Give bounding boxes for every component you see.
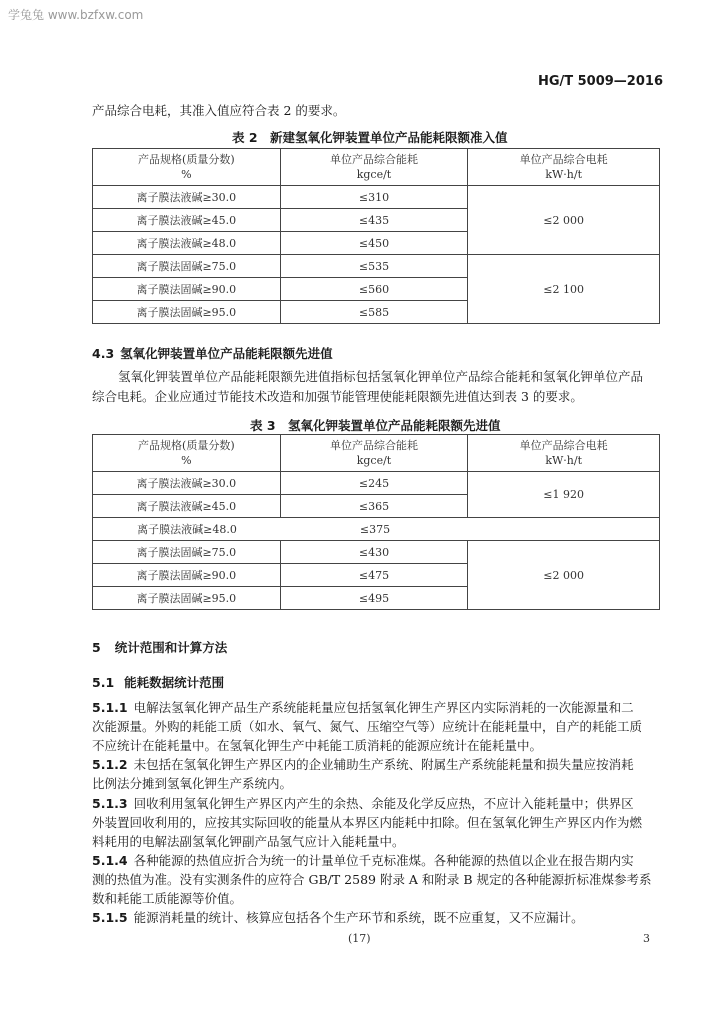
section-4-3-para-line2: 综合电耗。企业应通过节能技术改造和加强节能管理使能耗限额先进值达到表 3 的要求。	[92, 389, 583, 404]
clause-line: 外装置回收利用的，应按其实际回收的能量从本界区内能耗中扣除。但在氢氧化钾生产界区内作为燃	[92, 815, 643, 830]
clause-5-1-3	[92, 794, 642, 851]
energy-cell: ≤375	[359, 523, 391, 536]
spec-cell: 离子膜法固碱≥75.0	[93, 255, 281, 278]
table2	[92, 148, 660, 324]
power-cell: ≤2 000	[468, 186, 660, 255]
section-5-1-heading	[92, 673, 224, 691]
table-row	[93, 255, 660, 278]
spec-cell: 离子膜法液碱≥45.0	[93, 495, 281, 518]
clause-number: 5.1.5	[92, 910, 128, 925]
power-cell: ≤2 000	[468, 541, 660, 610]
energy-cell: ≤310	[280, 186, 468, 209]
clause-line: 数和耗能工质能源等价值。	[92, 891, 243, 906]
clause-number: 5.1.1	[92, 700, 128, 715]
energy-cell: ≤450	[280, 232, 468, 255]
table-row	[93, 518, 660, 541]
clause-number: 5.1.2	[92, 757, 128, 772]
spec-cell: 离子膜法液碱≥48.0	[137, 523, 237, 536]
power-cell: ≤2 100	[468, 255, 660, 324]
spec-cell: 离子膜法液碱≥30.0	[93, 186, 281, 209]
clause-5-1-4	[92, 851, 652, 908]
clause-line: 能源消耗量的统计、核算应包括各个生产环节和系统，既不应重复，又不应漏计。	[133, 910, 584, 925]
section-number: 5	[92, 640, 101, 655]
section-title: 氢氧化钾装置单位产品能耗限额先进值	[120, 346, 333, 361]
row-span-cell	[93, 518, 660, 541]
clause-number: 5.1.3	[92, 796, 128, 811]
clause-5-1-1	[92, 698, 642, 755]
clause-line: 不应统计在能耗量中。在氢氧化钾生产中耗能工质消耗的能源应统计在能耗量中。	[92, 738, 543, 753]
watermark: 学兔兔 www.bzfxw.com	[8, 8, 144, 22]
header-energy: 单位产品综合能耗 kgce/t	[280, 149, 468, 186]
energy-cell: ≤560	[280, 278, 468, 301]
spec-cell: 离子膜法液碱≥30.0	[93, 472, 281, 495]
spec-cell: 离子膜法液碱≥45.0	[93, 209, 281, 232]
energy-cell: ≤535	[280, 255, 468, 278]
energy-cell: ≤365	[280, 495, 468, 518]
clause-line: 料耗用的电解法副氢氧化钾副产品氢气应计入能耗量中。	[92, 834, 405, 849]
footer-code: (17)	[348, 932, 371, 945]
power-cell: ≤1 920	[468, 472, 660, 518]
energy-cell: ≤435	[280, 209, 468, 232]
intro-line: 产品综合电耗，其准入值应符合表 2 的要求。	[92, 103, 346, 118]
energy-cell: ≤495	[280, 587, 468, 610]
table-row	[93, 541, 660, 564]
header-power: 单位产品综合电耗 kW·h/t	[468, 149, 660, 186]
table3-caption: 表 3 氢氧化钾装置单位产品能耗限额先进值	[250, 418, 501, 433]
clause-line: 测的热值为准。没有实测条件的应符合 GB/T 2589 附录 A 和附录 B 规定的各种能源折标准煤参考系	[92, 872, 652, 887]
clause-5-1-2	[92, 755, 634, 793]
header-spec: 产品规格(质量分数) %	[93, 435, 281, 472]
energy-cell: ≤585	[280, 301, 468, 324]
standard-number: HG/T 5009—2016	[537, 74, 663, 89]
clause-line: 各种能源的热值应折合为统一的计量单位千克标准煤。各种能源的热值以企业在报告期内实	[133, 853, 634, 868]
section-title: 统计范围和计算方法	[114, 640, 228, 655]
spec-cell: 离子膜法固碱≥90.0	[93, 278, 281, 301]
section-4-3-para-line1: 氢氧化钾装置单位产品能耗限额先进值指标包括氢氧化钾单位产品综合能耗和氢氧化钾单位产品	[118, 369, 644, 384]
clause-line: 未包括在氢氧化钾生产界区内的企业辅助生产系统、附属生产系统能耗量和损失量应按消耗	[133, 757, 634, 772]
section-number: 5.1	[92, 675, 115, 690]
header-energy: 单位产品综合能耗 kgce/t	[280, 435, 468, 472]
section-5-heading	[92, 638, 227, 656]
table2-caption: 表 2 新建氢氧化钾装置单位产品能耗限额准入值	[232, 130, 508, 145]
clause-line: 回收利用氢氧化钾生产界区内产生的余热、余能及化学反应热，不应计入能耗量中；供界区	[133, 796, 634, 811]
clause-5-1-5	[92, 908, 584, 927]
spec-cell: 离子膜法固碱≥75.0	[93, 541, 281, 564]
clause-line: 比例法分摊到氢氧化钾生产系统内。	[92, 776, 293, 791]
energy-cell: ≤245	[280, 472, 468, 495]
section-number: 4.3	[92, 346, 115, 361]
header-power: 单位产品综合电耗 kW·h/t	[468, 435, 660, 472]
table-row	[93, 472, 660, 495]
table3	[92, 434, 660, 610]
header-spec: 产品规格(质量分数) %	[93, 149, 281, 186]
spec-cell: 离子膜法固碱≥90.0	[93, 564, 281, 587]
clause-number: 5.1.4	[92, 853, 128, 868]
clause-line: 电解法氢氧化钾产品生产系统能耗量应包括氢氧化钾生产界区内实际消耗的一次能源量和二	[133, 700, 634, 715]
section-4-3-heading	[92, 344, 333, 362]
table-row	[93, 186, 660, 209]
energy-cell: ≤475	[280, 564, 468, 587]
spec-cell: 离子膜法固碱≥95.0	[93, 587, 281, 610]
table-header-row	[93, 149, 660, 186]
clause-line: 次能源量。外购的耗能工质（如水、氧气、氮气、压缩空气等）应统计在能耗量中，自产的耗能工质	[92, 719, 643, 734]
page-number: 3	[643, 932, 650, 945]
energy-cell: ≤430	[280, 541, 468, 564]
section-title: 能耗数据统计范围	[124, 675, 225, 690]
spec-cell: 离子膜法固碱≥95.0	[93, 301, 281, 324]
table-header-row	[93, 435, 660, 472]
spec-cell: 离子膜法液碱≥48.0	[93, 232, 281, 255]
